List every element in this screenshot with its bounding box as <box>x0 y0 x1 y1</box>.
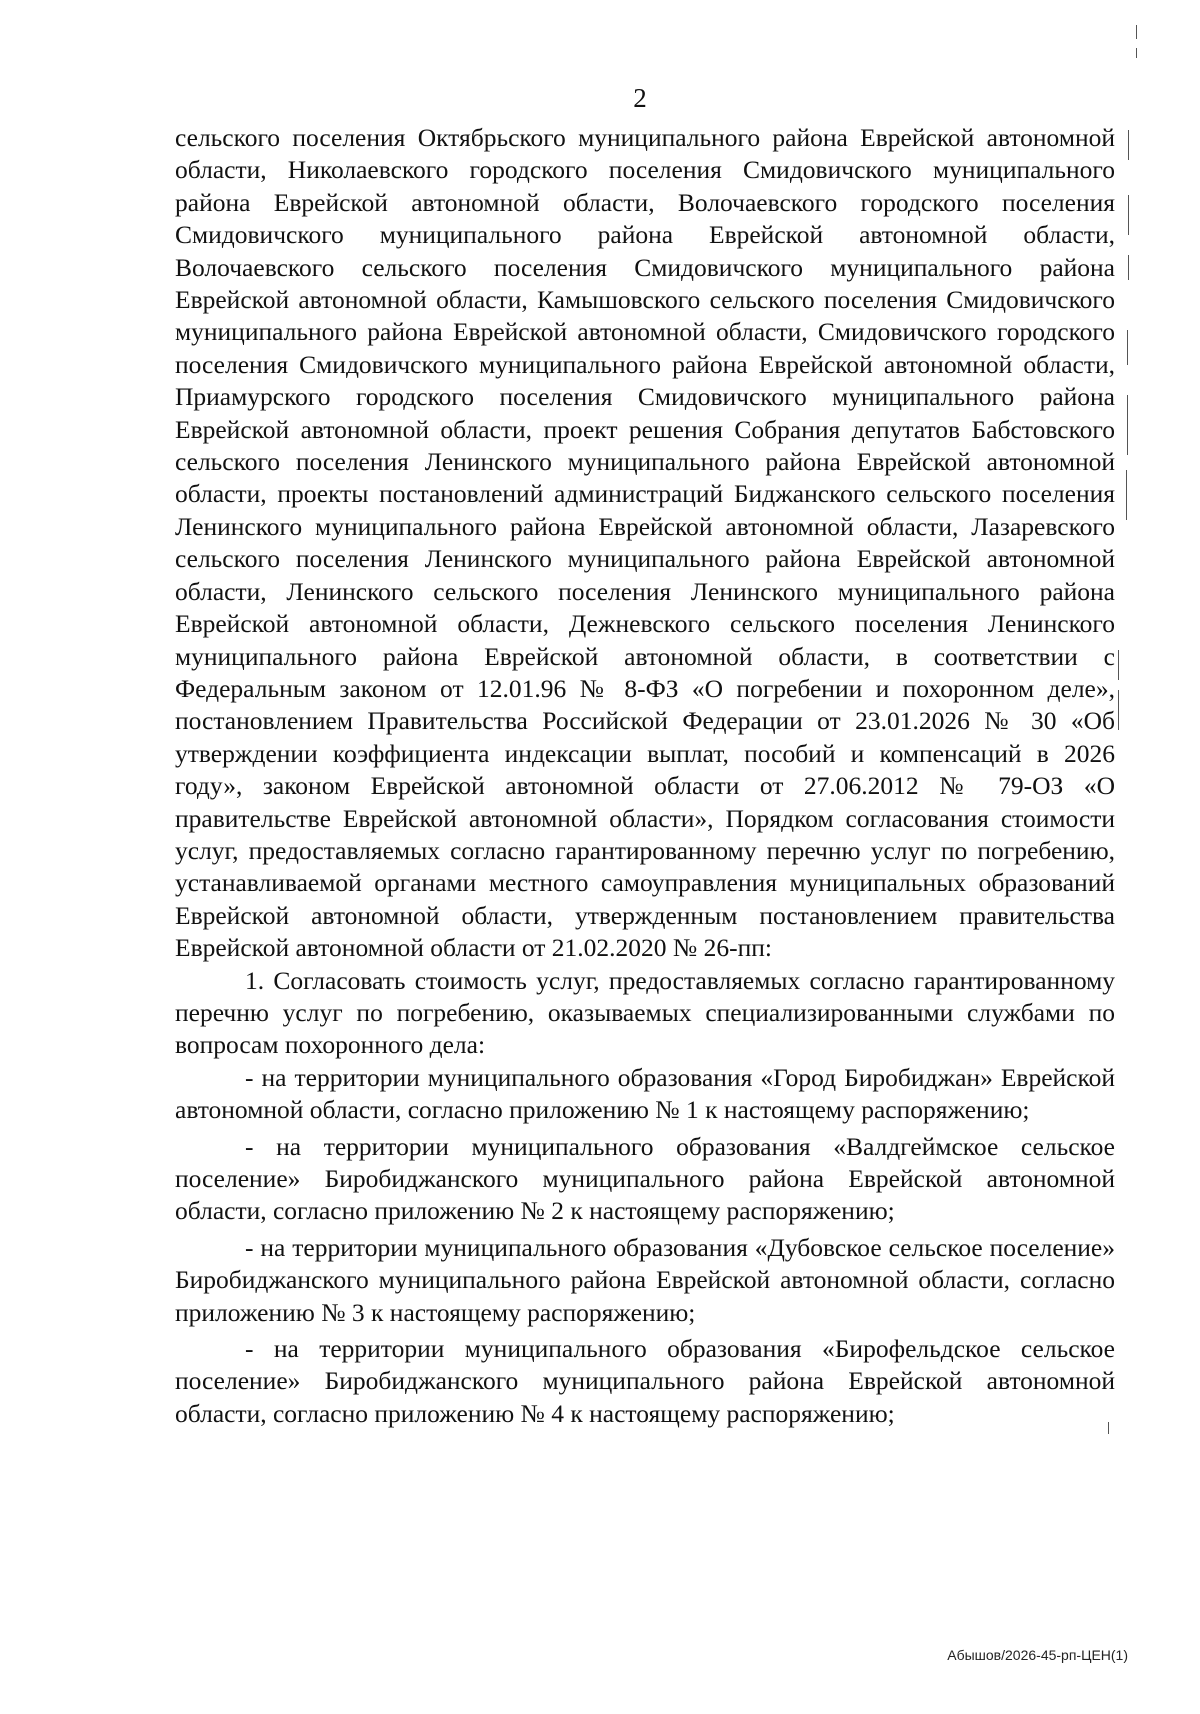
intro-paragraph: сельского поселения Октябрьского муниципального района Еврейской автономной области, Николаевского городского поселения Смидовичского муниципального района Еврейской автономной области, Волочаевского городского поселения Смидовичского муниципального района Еврейской автономной области, Волочаевского сельского поселения Смидовичского муниципального района Еврейской автономной области, Камышовского сельского поселения Смидовичского муниципального района Еврейской автономной области, Смидовичского городского поселения Смидовичского муниципального района Еврейской автономной области, Приамурского городского поселения Смидовичского муниципального района Еврейской автономной области, проект решения Собрания депутатов Бабстовского сельского поселения Ленинского муниципального района Еврейской автономной области, проекты постановлений администраций Биджанского сельского поселения Ленинского муниципального района Еврейской автономной области, Лазаревского сельского поселения Ленинского муниципального района Еврейской автономной области, Ленинского сельского поселения Ленинского муниципального района Еврейской автономной области, Дежневского сельского поселения Ленинского муниципального района Еврейской автономной области, в соответствии с Федеральным законом от 12.01.96 № 8-ФЗ «О погребении и похоронном деле», постановлением Правительства Российской Федерации от 23.01.2026 № 30 «Об утверждении коэффициента индексации выплат, пособий и компенсаций в 2026 году», законом Еврейской автономной области от 27.06.2012 № 79-ОЗ «О правительстве Еврейской автономной области», Порядком согласования стоимости услуг, предоставляемых согласно гарантированному перечню услуг по погребению, устанавливаемой органами местного самоуправления муниципальных образований Еврейской автономной области, утвержденным постановлением правительства Еврейской автономной области от 21.02.2020 № 26-пп: <box>175 123 1115 963</box>
scan-mark <box>1136 25 1137 39</box>
list-item: - на территории муниципального образования «Город Биробиджан» Еврейской автономной области, согласно приложению № 1 к настоящему распоряжению; <box>175 1062 1115 1125</box>
document-body <box>175 122 1115 1430</box>
scan-mark <box>1127 330 1128 365</box>
scan-mark <box>1126 470 1127 520</box>
clause-1-paragraph: 1. Согласовать стоимость услуг, предоставляемых согласно гарантированному перечню услуг по погребению, оказываемых специализированными службами по вопросам похоронного дела: <box>175 965 1115 1060</box>
scan-mark <box>1108 1422 1109 1434</box>
scan-mark <box>1118 690 1119 730</box>
scan-mark <box>1118 650 1119 680</box>
page-number: 2 <box>633 83 647 113</box>
list-item: - на территории муниципального образования «Дубовское сельское поселение» Биробиджанского муниципального района Еврейской автономной области, согласно приложению № 3 к настоящему распоряжению; <box>175 1232 1115 1327</box>
scan-mark <box>1127 395 1128 455</box>
list-item: - на территории муниципального образования «Бирофельдское сельское поселение» Биробиджанского муниципального района Еврейской автономной области, согласно приложению № 4 к настоящему распоряжению; <box>175 1334 1115 1428</box>
scan-mark <box>1136 48 1137 58</box>
scan-mark <box>1128 130 1129 160</box>
list-item: - на территории муниципального образования «Валдгеймское сельское поселение» Биробиджанского муниципального района Еврейской автономной области, согласно приложению № 2 к настоящему распоряжению; <box>175 1131 1115 1226</box>
scan-mark <box>1128 255 1129 280</box>
scan-mark <box>1128 195 1129 235</box>
document-footer-code: Абышов/2026-45-рп-ЦЕН(1) <box>947 1647 1128 1663</box>
